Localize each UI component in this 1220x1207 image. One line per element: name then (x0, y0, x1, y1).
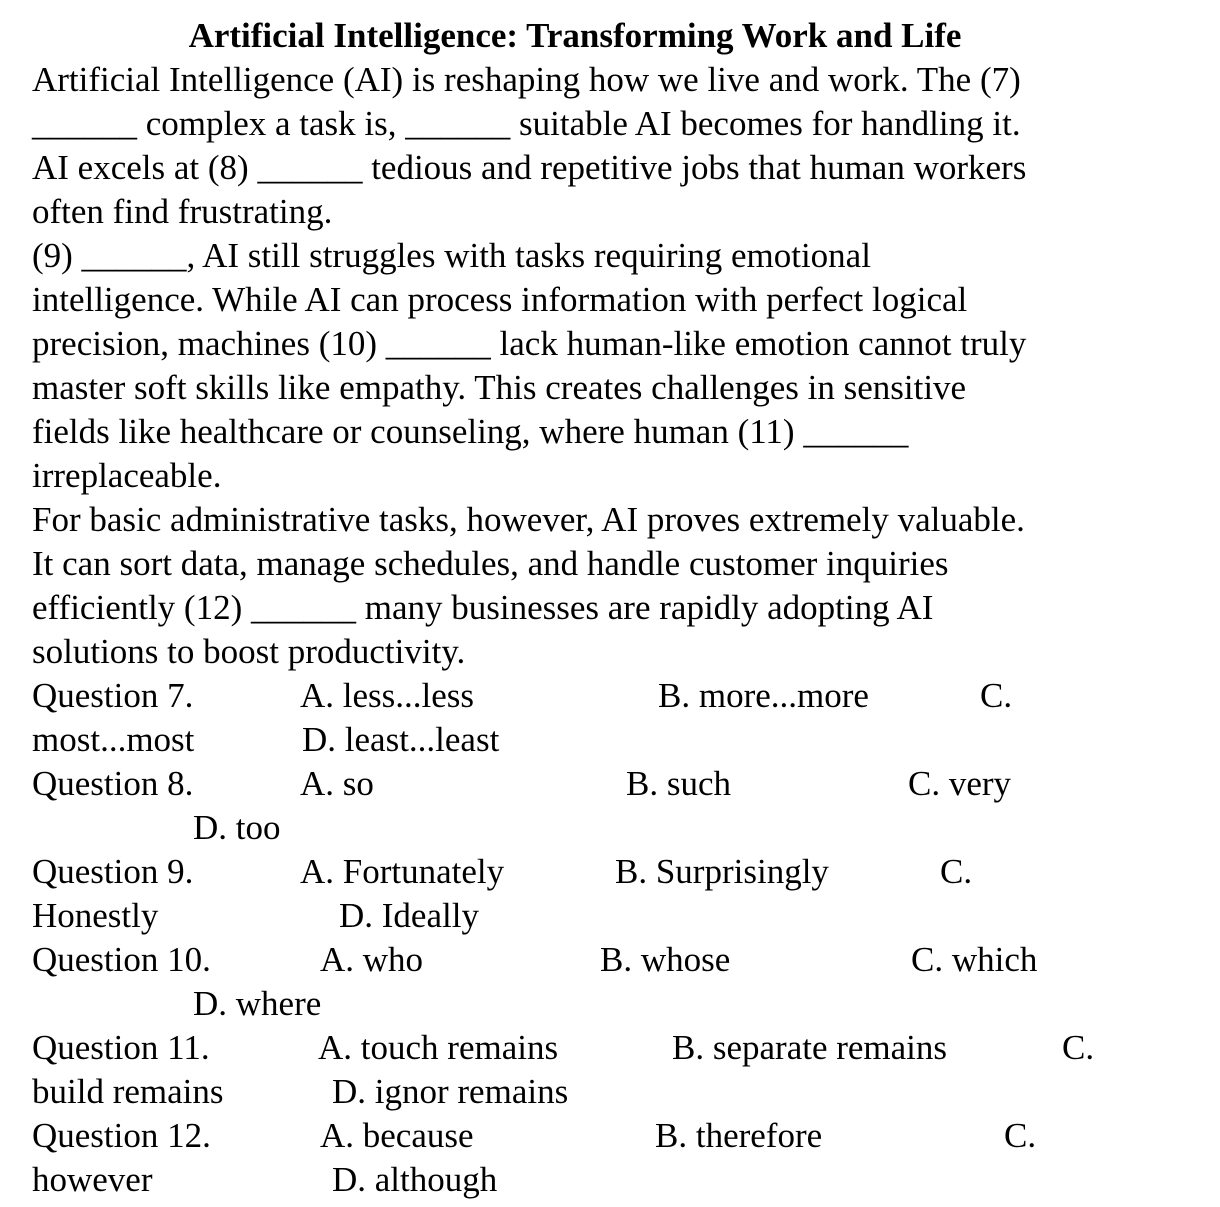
question-7-option-a[interactable]: A. less...less (300, 676, 475, 715)
passage-line: efficiently (12) ______ many businesses are rapidly adopting AI (32, 588, 934, 627)
question-9-option-a[interactable]: A. Fortunately (300, 852, 505, 891)
question-12-option-a[interactable]: A. because (320, 1116, 474, 1155)
question-7-option-c[interactable]: C. (980, 676, 1013, 715)
question-7-option-b[interactable]: B. more...more (658, 676, 869, 715)
question-8-option-a[interactable]: A. so (300, 764, 374, 803)
question-10-option-c[interactable]: C. which (911, 940, 1038, 979)
question-9-option-c-text[interactable]: Honestly (32, 896, 159, 935)
passage-line: precision, machines (10) ______ lack human-like emotion cannot truly (32, 324, 1027, 363)
question-7-option-c-text[interactable]: most...most (32, 720, 195, 759)
question-10-option-a[interactable]: A. who (320, 940, 424, 979)
question-8-option-c[interactable]: C. very (908, 764, 1012, 803)
question-12-label: Question 12. (32, 1116, 211, 1155)
passage-line: For basic administrative tasks, however, AI proves extremely valuable. (32, 500, 1025, 539)
question-9-label: Question 9. (32, 852, 194, 891)
passage-line: master soft skills like empathy. This creates challenges in sensitive (32, 368, 967, 407)
question-10-option-d[interactable]: D. where (193, 984, 322, 1023)
question-12-option-c-text[interactable]: however (32, 1160, 153, 1199)
passage-line: often find frustrating. (32, 192, 333, 231)
passage-line: (9) ______, AI still struggles with tasks requiring emotional (32, 236, 871, 275)
question-8-label: Question 8. (32, 764, 194, 803)
question-11-label: Question 11. (32, 1028, 210, 1067)
question-10-option-b[interactable]: B. whose (600, 940, 731, 979)
passage-line: ______ complex a task is, ______ suitable AI becomes for handling it. (32, 104, 1021, 143)
question-10-label: Question 10. (32, 940, 211, 979)
passage-line: intelligence. While AI can process information with perfect logical (32, 280, 968, 319)
passage-line: irreplaceable. (32, 456, 222, 495)
passage-line: fields like healthcare or counseling, where human (11) ______ (32, 412, 909, 451)
question-9-option-d[interactable]: D. Ideally (339, 896, 479, 935)
question-9-option-b[interactable]: B. Surprisingly (615, 852, 829, 891)
question-7-option-d[interactable]: D. least...least (302, 720, 500, 759)
question-12-option-b[interactable]: B. therefore (655, 1116, 823, 1155)
question-11-option-c-text[interactable]: build remains (32, 1072, 224, 1111)
question-11-option-a[interactable]: A. touch remains (318, 1028, 559, 1067)
passage-line: solutions to boost productivity. (32, 632, 466, 671)
question-11-option-b[interactable]: B. separate remains (672, 1028, 948, 1067)
document-title: Artificial Intelligence: Transforming Work and Life (188, 16, 962, 55)
question-12-option-d[interactable]: D. although (332, 1160, 498, 1199)
question-8-option-b[interactable]: B. such (626, 764, 731, 803)
question-12-option-c[interactable]: C. (1004, 1116, 1037, 1155)
question-11-option-c[interactable]: C. (1062, 1028, 1095, 1067)
passage-line: AI excels at (8) ______ tedious and repetitive jobs that human workers (32, 148, 1027, 187)
question-11-option-d[interactable]: D. ignor remains (332, 1072, 569, 1111)
passage-line: It can sort data, manage schedules, and handle customer inquiries (32, 544, 949, 583)
passage-line: Artificial Intelligence (AI) is reshaping how we live and work. The (7) (32, 60, 1021, 99)
question-8-option-d[interactable]: D. too (193, 808, 281, 847)
question-9-option-c[interactable]: C. (940, 852, 973, 891)
question-7-label: Question 7. (32, 676, 194, 715)
